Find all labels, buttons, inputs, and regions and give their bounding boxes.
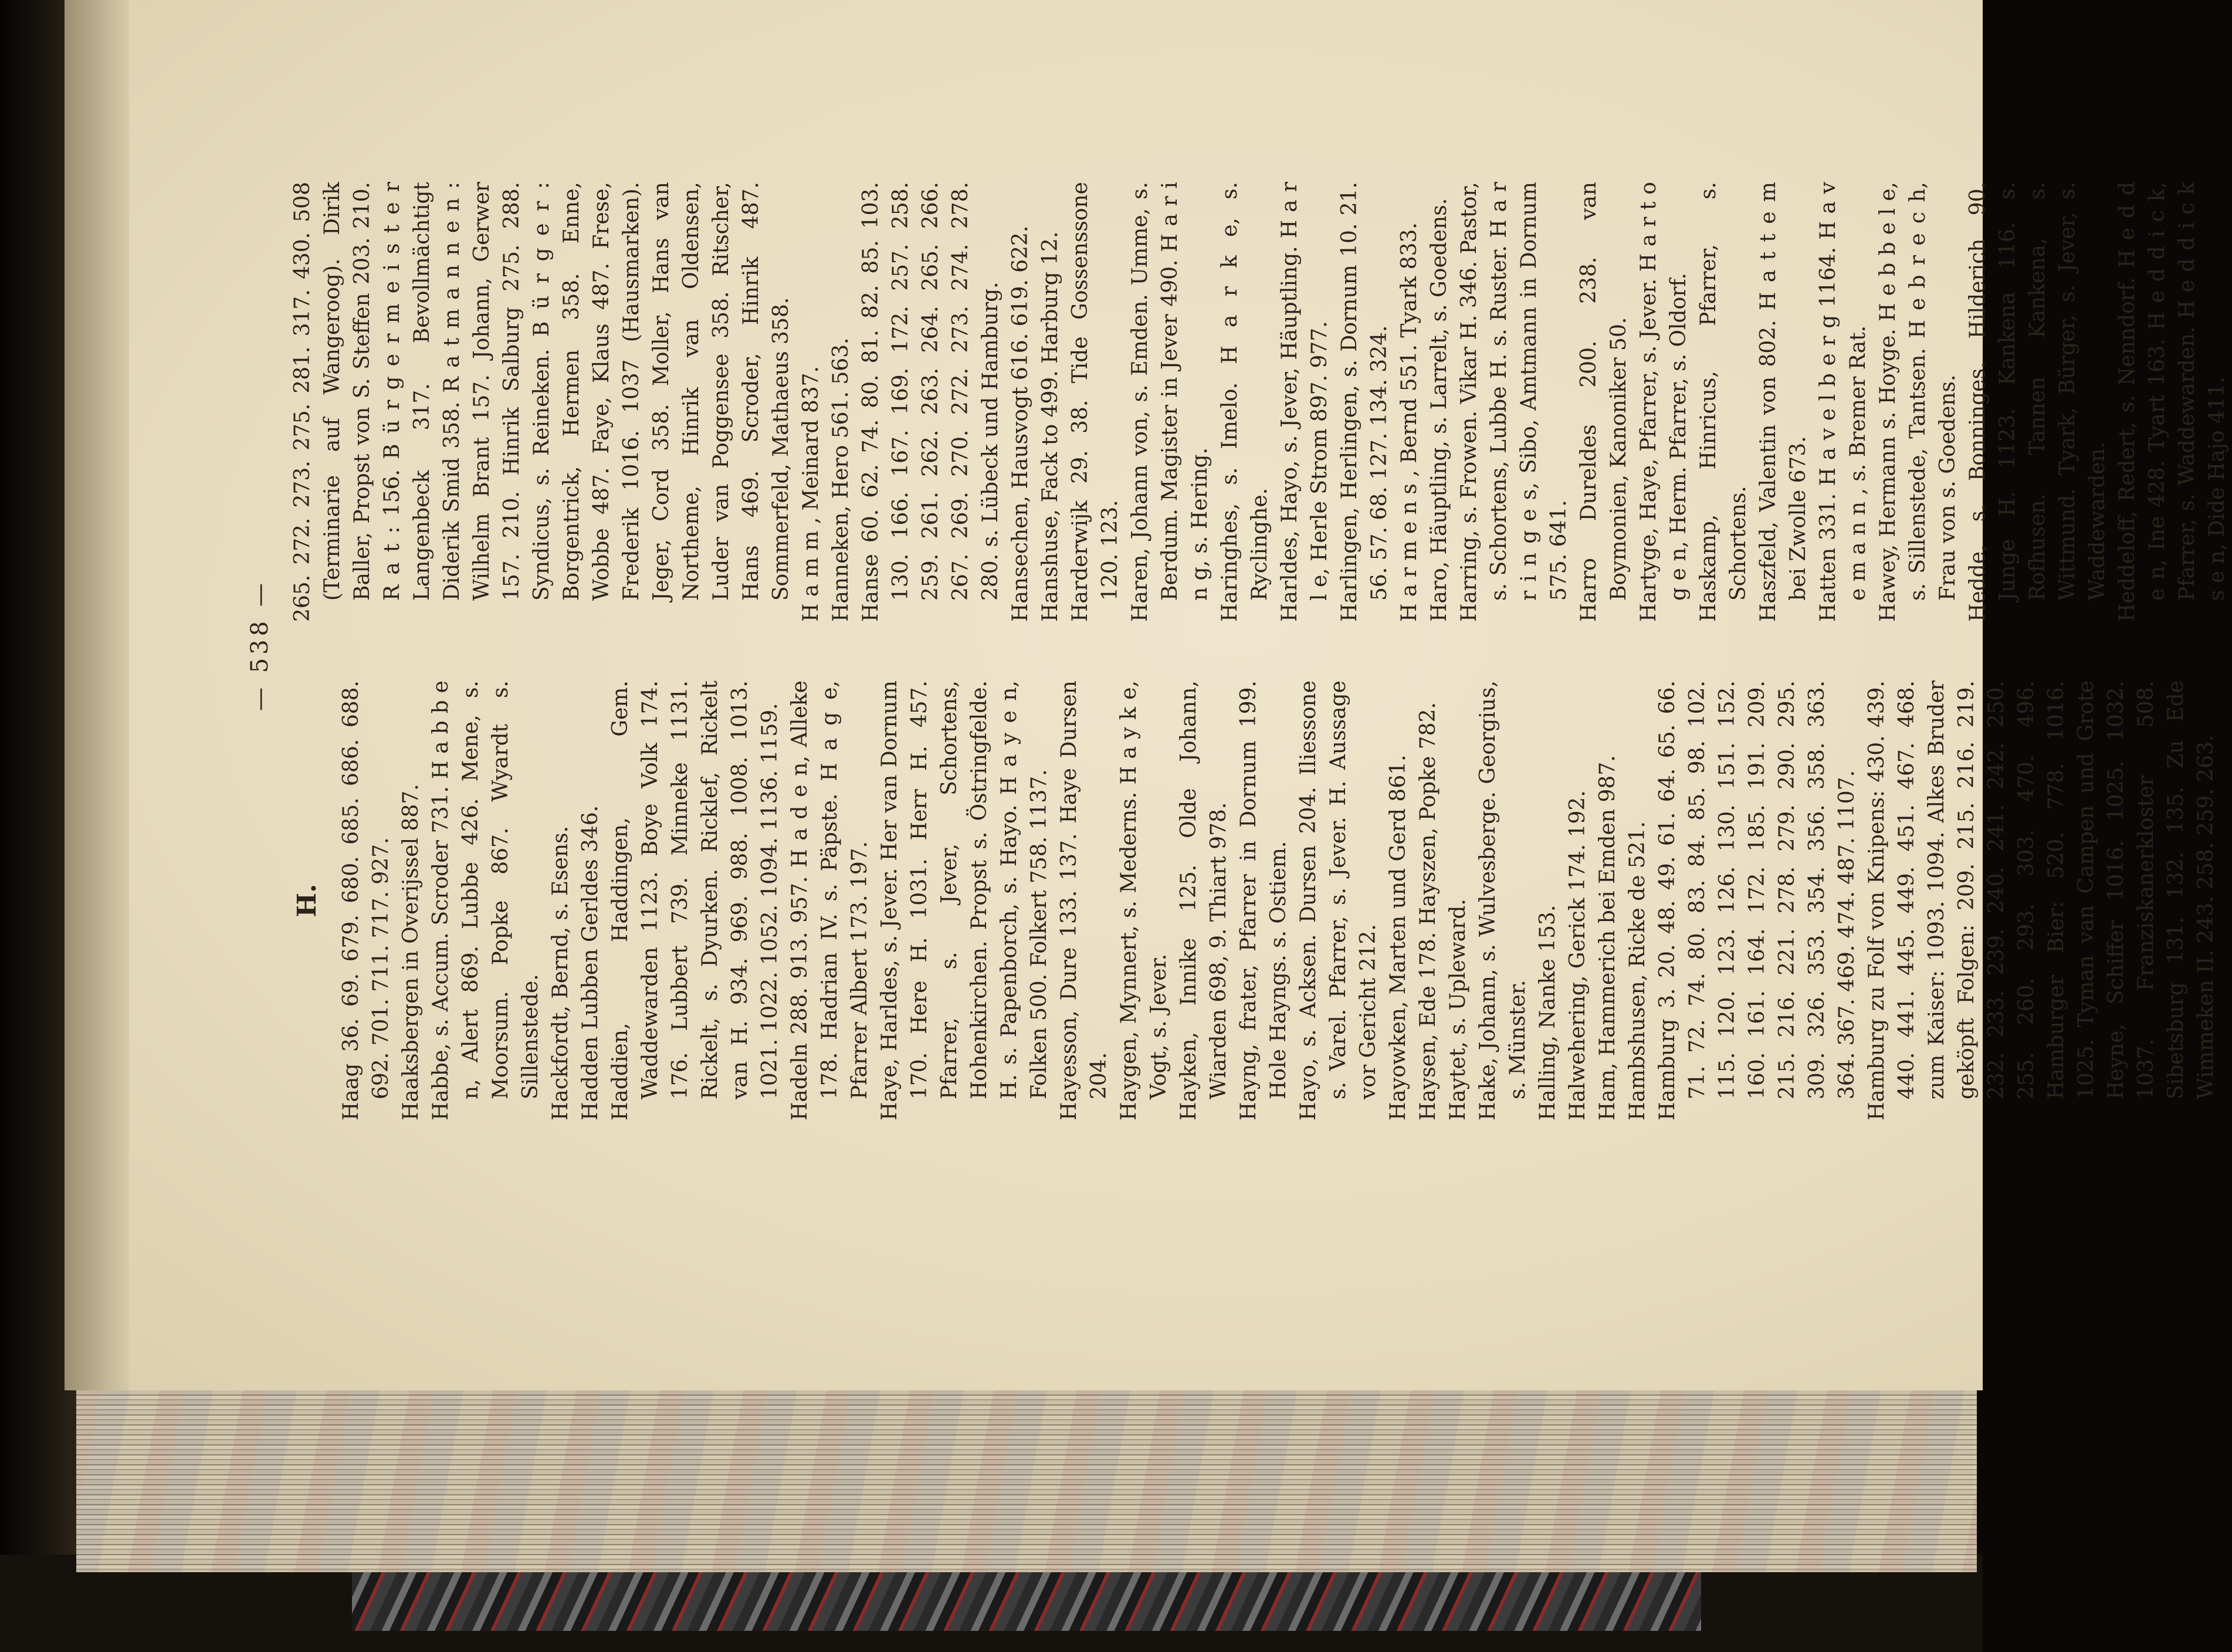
index-entry: Hackfordt, Bernd, s. Esens. — [548, 825, 573, 1120]
index-entry: Hamburg 3. 20. 48. 49. 61. 64. 65. 66. 71. 72. 74. 80. 83. 84. 85. 98. 102. 115. 120. 123. 126. 130. 151. 152. 160. 161. 164. 172. 185. 191. 209. 215. 216. 221. 278. 279. 290. 295. 309. 326. 353. 354. 356. 358. 363. 364. 367. 469. 474. 487. 1107. — [1655, 681, 1859, 1120]
index-entry: Hedde, s. Bonninges. Hilderich 90. Junge H. 1123. Kankena 116. s. Rofhusen. Tannen Kankena, s. Wittmund. Tyark, Bürger, s. Jever, s. Waddewarden. — [1966, 182, 2109, 622]
index-entry: Hayng, frater, Pfarrer in Dornum 199. Hole Hayngs. s. Ostiem. — [1237, 681, 1291, 1120]
index-entry: Haskamp, Hinricus, Pfarrer, s. Schortens. — [1696, 182, 1750, 622]
index-entry: Hamburg zu Folf von Knipens: 430. 439. 440. 441. 445. 449. 451. 467. 468. zum Kaiser: 1093. 1094. Alkes Bruder geköpft Folgen: 209. 215. 216. 219. 232. 233. 239. 240. 241. 242. 250. 255. 260. 293. 303. 470. 496. Hamburger Bier: 520. 778. 1016. 1025. Tyman van Campen und Grote Heyne, Schiffer 1016. 1025. 1032. 1037. Franziskanerkloster 508. Sibetsburg 131. 132. 135. Zu Ede Wimmeken II. 243. 258. 259. 263. — [1865, 681, 2218, 1120]
index-entry: Hanneken, Hero 561. 563. — [829, 337, 853, 622]
index-entry: Hayowken, Marten und Gerd 861. — [1386, 754, 1410, 1120]
index-entry: Hayo, s. Acksen. Dursen 204. Iliessone s. Varel. Pfarrer, s. Jever. H. Aussage vor Gericht 212. — [1296, 681, 1380, 1120]
index-entry: Hatten 331. H a v e l b e r g 1164. H a v e m a n n , s. Bremer Rat. — [1816, 182, 1870, 622]
index-entry: Habbe, s. Accum. Scroder 731. H a b b e n, Alert 869. Lubbe 426. Mene, s. Moorsum. Popke 867. Wyardt s. Sillenstede. — [429, 681, 543, 1120]
index-entry: Haddien, Haddingen, Gem. Waddewarden 1123. Boye Volk 174. 176. Lubbert 739. Minneke 1131. Rickelt, s. Dyurken. Ricklef, Rickelt van H. 934. 969. 988. 1008. 1013. 1021. 1022. 1052. 1094. 1136. 1159. — [608, 681, 782, 1120]
index-entry: H a m m , Meinard 837. — [799, 366, 823, 622]
index-entry: Harro Dureldes 200. 238. van Boymonien, Kanoniker 50. — [1577, 182, 1631, 622]
index-entry: Hartyge, Haye, Pfarrer, s. Jever. H a r t o g e n, Herm. Pfarrer, s. Oldorf. — [1637, 182, 1691, 622]
index-entry: Haye, Harldes, s. Jever. Her van Dornum 170. Here H. 1031. Herr H. 457. Pfarrer, s. Jever, Schortens, Hohenkirchen. Propst s. Östringfelde. H. s. Papenborch, s. Hayo. H a y e n, Folken 500. Folkert 758. 1137. — [878, 681, 1051, 1120]
index-entry: Haytet, s. Upleward. — [1446, 899, 1470, 1120]
index-entry: Hayesson, Dure 133. 137. Haye Dursen 204. — [1057, 681, 1111, 1120]
index-entry: Hadden Lubben Gerldes 346. — [578, 805, 602, 1120]
marbled-endpaper — [352, 1572, 1701, 1631]
index-entry: Haren, Johann von, s. Emden. Umme, s. Berdum. Magister in Jever 490. H a r i n g, s. Hering. — [1128, 182, 1212, 622]
index-entry: Haysen, Ede 178. Hayszen, Popke 782. — [1416, 702, 1440, 1120]
entries-left — [336, 681, 2221, 1120]
index-entry: Halwehering, Gerick 174. 192. — [1566, 790, 1590, 1120]
index-entry: Haringhes, s. Imelo. H a r k e, s. Ryclinghe. — [1218, 182, 1272, 622]
index-entry: Harldes, Hayo, s. Jever, Häuptling. H a r l e, Herle Strom 897. 977. — [1278, 182, 1332, 622]
index-column-right — [287, 182, 2229, 622]
section-heading: H. — [292, 883, 322, 918]
page-edges-tint — [76, 1390, 1977, 1572]
index-entry: Hayken, Innike 125. Olde Johann, Wiarden 698, 9. Thiart 978. — [1177, 681, 1231, 1120]
index-entry: Harderwijk 29. 38. Tide Gossenssone 120. 123. — [1068, 182, 1122, 622]
index-entry: Heddeloff, Redert, s. Nenndorf. H e d d e n, Ine 428. Tyart 163. H e d d i c k, Pfarrer, s. Waddewarden. H e d d i c k s e n, Dide Hajo 411. — [2115, 182, 2229, 622]
index-entry: Hansechen, Hausvogt 616. 619. 622. — [1008, 225, 1032, 622]
index-entry: Haag 36. 69. 679. 680. 685. 686. 688. 692. 701. 711. 717. 927. — [339, 681, 393, 1120]
index-entry: Harlingen, Herlingen, s. Dornum 10. 21. 56. 57. 68. 127. 134. 324. — [1337, 182, 1391, 622]
index-entry: Halling, Nanke 153. — [1536, 905, 1560, 1120]
page-number: — 538 — — [246, 580, 273, 711]
index-entry: H a r m e n s , Bernd 551. Tyark 833. — [1397, 222, 1421, 622]
index-entry: 265. 272. 273. 275. 281. 317. 430. 508 (Terminarie auf Wangeroog). Dirik Baller, Propst von S. Steffen 203. 210. R a t : 156. B ü r g e r m e i s t e r Langenbeck 317. Bevollmächtigt Diderik Smid 358. R a t m a n n e n : Wilhelm Brant 157. Johann, Gerwer 157. 210. Hinrik Salburg 275. 288. Syndicus, s. Reineken. B ü r g e r : Borgentrick, Hermen 358. Enne, Wobbe 487. Faye, Klaus 487. Frese, Frederik 1016. 1037 (Hausmarken). Jeger, Cord 358. Moller, Hans van Northeme, Hinrik van Oldensen, Luder van Poggensee 358. Ritscher, Hans 469. Scroder, Hinrik 487. Sommerfeld, Mathaeus 358. — [290, 182, 793, 622]
index-entry: Haaksbergen in Overijssel 887. — [399, 784, 423, 1120]
index-entry: Harring, s. Frowen. Vikar H. 346. Pastor, s. Schortens, Lubbe H. s. Ruster. H a r r i n g e s, Sibo, Amtmann in Dornum 575. 641. — [1457, 182, 1571, 622]
index-entry: Hake, Johann, s. Wulvesberge. Georgius, s. Münster. — [1476, 681, 1530, 1120]
index-entry: Haszfeld, Valentin von 802. H a t t e m bei Zwolle 673. — [1756, 182, 1810, 622]
index-entry: Hanshuse, Fack to 499. Harburg 12. — [1038, 231, 1062, 622]
rotated-page-content — [235, 147, 2229, 1144]
page-text-area — [235, 147, 2229, 1144]
index-entry: Hambshusen, Ricke de 521. — [1625, 821, 1650, 1120]
page-gutter-shadow — [65, 0, 129, 1390]
index-entry: Haygen, Mynnert, s. Mederns. H a y k e, Vogt, s. Jever. — [1117, 681, 1171, 1120]
index-entry: Haro, Häuptling, s. Larrelt, s. Goedens. — [1427, 198, 1451, 622]
index-column-left — [287, 681, 2218, 1120]
index-entry: Ham, Hammerich bei Emden 987. — [1596, 755, 1620, 1120]
index-entry: Hadeln 288. 913. 957. H a d e n, Alleke 178. Hadrian IV. s. Päpste. H a g e, Pfarrer Albert 173. 197. — [788, 681, 872, 1120]
entries-right — [287, 182, 2232, 622]
index-entry: Hawey, Hermann s. Hoyge. H e b b e l e, s. Sillenstede, Tantsen. H e b r e c h, Frau von s. Goedens. — [1876, 182, 1960, 622]
index-entry: Hanse 60. 62. 74. 80. 81. 82. 85. 103. 130. 166. 167. 169. 172. 257. 258. 259. 261. 262. 263. 264. 265. 266. 267. 269. 270. 272. 273. 274. 278. 280. s. Lübeck und Hamburg. — [859, 182, 1002, 622]
